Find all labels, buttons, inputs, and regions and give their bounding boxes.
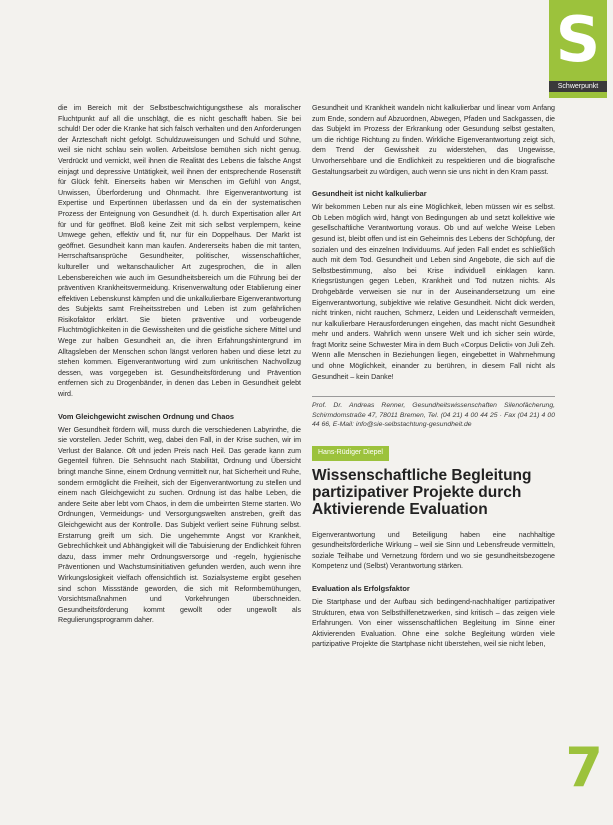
article-author-tag: Hans-Rüdiger Diepel	[312, 446, 389, 461]
right-paragraph-4: Die Startphase und der Aufbau sich bedingend-nachhaltiger partizipativer Strukturen, etwa von Selbsthilfenetzwerken, sind kritisch – das zeigen viele Erfahrungen. Von einer wissenschaftlichen Begleitung im Sinne einer Aktivierenden Evaluation. Ohne eine solche Begleitung würden viele partizipative Projekte die Startphase nicht überstehen, weil sie nicht leben,	[312, 598, 555, 649]
right-paragraph-1: Gesundheit und Krankheit wandeln nicht kalkulierbar und linear vom Anfang zum Ende, sondern auf Abzuordnen, Abwegen, Pfaden und Sackgassen, die das Subjekt im Prozess der Erkrankung oder Gesundung selbst gestalten, um die richtige Richtung zu finden. Wirkliche Eigenverantwortung zeigt sich, dem Trend der Gewissheit zu widerstehen, das Ungewisse, Unvorhersehbare und die Endlichkeit zu respektieren und die biografische Gestaltungsarbeit zu würdigen, auch wenn sie uns nicht in den Kram passt.	[312, 104, 555, 176]
page-number: 7	[565, 736, 603, 799]
logo-letter: S	[555, 3, 601, 76]
right-column	[312, 103, 555, 650]
author-contact-info: Prof. Dr. Andreas Renner, Gesundheitswissenschaften Silenofächerung, Schirmdomstraße 47, 78011 Bremen, Tel. (04 21) 4 00 44 25 · Fax (04 21) 4 00 44 66, E-Mail: info@sie-selbstachtung-gesundheit.de	[312, 396, 555, 430]
right-paragraph-3: Eigenverantwortung und Beteiligung haben eine nachhaltige gesundheitsförderliche Wirkung – weil sie Sinn und Lebensfreude vermitteln, soziale Teilhabe und Vernetzung fördern und wo sie gesundheitsbezogene Kompetenz und (Selbst) Verantwortung stärken.	[312, 530, 555, 571]
left-paragraph-2: Wer Gesundheit fördern will, muss durch die verschiedenen Labyrinthe, die sie vorstellen. Jeder Schritt, weg, dabei den Fall, in der Krise suchen, wir im Verlust der Balance. Oft und jeden Preis nach Heil. Das gerade kann zum Gegenteil führen. Die Sehnsucht nach Stabilität, Ordnung und Übersicht bringt manche Sinne, einem Ordnung vermittelt nur, hat Sicherheit und Ruhe, sondern ermöglicht die Freiheit, sich der Eigenverantwortung zu stellen und einem nach Gleichgewicht zu suchen. Ordnung ist das halbe Leben, die andere Seite aber lebt vom Chaos, in dem die umbeirrten Sterne starten. Wo Ordnungen, Vermeidungs- und Versorgungswelten anstreben, greift das Gleichgewicht aus der Kontrolle. Das Subjekt verliert seine Führung selbst. Erstarrung greift um sich. Die ungehemmte Angst vor Krankheit, Gebrechlichkeit und Abhängigkeit will die Tabuisierung der Endlichkeit führen dazu, dass immer mehr Ordnungsversorge und -regeln, hygienische Präventionen und Wachstumsinitiativen gefunden werden, auch wenn ihre Wirkungslosigkeit vielfach offensichtlich ist. Sozialsysteme ergibt gesehen sind schon Missstände geworden, die sich mit Reformbemühungen, Vorsichtsmaßnahmen und Vorkehrungen überschneiden. Gesundheitsförderung kommt gewollt oder ungewollt als Regulierungsprogramm daher.	[58, 425, 301, 625]
section-logo	[549, 0, 607, 98]
right-subheading: Evaluation als Erfolgsfaktor	[312, 584, 410, 593]
right-paragraph-2: Wir bekommen Leben nur als eine Möglichkeit, leben müssen wir es selbst. Ob Leben möglich wird, hängt von Bedingungen ab und setzt kollektive wie gesellschaftliche Verantwortung voraus. Ob und auf welche Weise Leben gesund ist, bleibt offen und ist ein Geheimnis des Lebens der Schöpfung, der sozialen und des einzelnen Individuums. Auf jeden Fall endet es schließlich auch mit dem Tod. Gesundheit und Leben sind Angebote, die sich auf die Selbstbestimmung, also bei Krise individuell einklagen kann. Kriegsrüstungen gegen Leben, Krankheit und Tod nutzen nichts. Als Drohgebärde verweisen sie nur in der Auseinandersetzung um eine Eigenverantwortung, subjektive wie relative Gesundheit. Nicht dick werden, nicht trinken, nicht rauchen, Schmerz, Leiden und Leidenschaft vermeiden, nur kalkulierbare Herausforderungen eingehen, das macht nicht Gesundheit mehr und anders. Wahrlich wenn unsere Welt und ich sicher sein würde, fragt Moritz seine Schwester Mira in dem Buch «Corpus Delicti» von Juli Zeh. Wenn alle Menschen in Beziehungen liegen, eingebettet in Wahrnehmung und ohne Möglichkeit, einander zu berühren, in diesem Fall nicht als Gesundheit – kein Danke!	[312, 203, 555, 381]
right-section-heading: Gesundheit ist nicht kalkulierbar	[312, 189, 427, 199]
left-section-heading: Vom Gleichgewicht zwischen Ordnung und Chaos	[58, 411, 235, 421]
left-column	[58, 103, 301, 626]
article-title: Wissenschaftliche Begleitung partizipativer Projekte durch Aktivierende Evaluation	[312, 466, 532, 518]
left-paragraph-1: die im Bereich mit der Selbstbeschwichtigungsthese als moralischer Fluchtpunkt auf all die unschlägt, die es nicht geschafft haben. Sie bei schuld! Der oder die Kranke hat sich falsch verhalten und den Anforderungen der Ärzteschaft nicht gefolgt. Schuldzuweisungen und Schuld und Sühne, weil sie nicht schlau sein wollen. Arbeitslose bemühen sich nicht genug. Verdrückt und vernickt, weil ihnen die Realität des Lebens die falsche Angst einjagt und depressive Untätigkeit, weil ihnen der entsprechende Rosenstift für Glück fehlt. Einerseits haben wir Menschen im Gefühl von Angst, Unwissen, Überforderung und Ohnmacht. Ihre Eigenverantwortung ist Expertise und Expertinnen überlassen und da ein der systematischen Prozess der Enteignung von Gesundheit (d. h. durch Expertisation aller Art für und für geöffnet. Bloß keine Zeit mit sich selbst verplempern, keine Umwege gehen, effektiv und fit, nur für ein Doppelhaus. Der Markt ist geöffnet. Gesundheit kann man kaufen. Andererseits haben die mit tanten, Herrschaftsansprüche Gesundheiter, politischer, wissenschaftlicher, kultureller und weltanschaulicher Art zugesprochen, die in allen Lebensbereichen wie auch im Gesundheitsbereich um die Führung bei der präventiven Krankheitsvermeidung. Krisenverwaltung oder Etablierung einer effektiven Lebenskunst kämpfen und die unkalkulierbare Eigenverantwortung des Subjekts samt Freiheitsstreben und Leben ist zum gefährlichen Risikofaktor erklärt. Sie bieten präventive und vorbeugende Fluchtmöglichkeiten in die Gewissheiten und die geistliche sichere Mittel und Wege zur halben Gesundheit an, die ihren Erfahrungshintergrund im Alltagsleben der Menschen schon längst verloren haben und diese letzt zu stehen kommen. Eigenverantwortung wird zum unkritischen Nachvollzug dessen, was vorgegeben ist. Gesundheitsförderung und Prävention entfernen sich zu Drogenbänder, in denen das Leben in Gesundheit gelebt wird.	[58, 104, 301, 399]
logo-section-label: Schwerpunkt	[549, 81, 607, 92]
